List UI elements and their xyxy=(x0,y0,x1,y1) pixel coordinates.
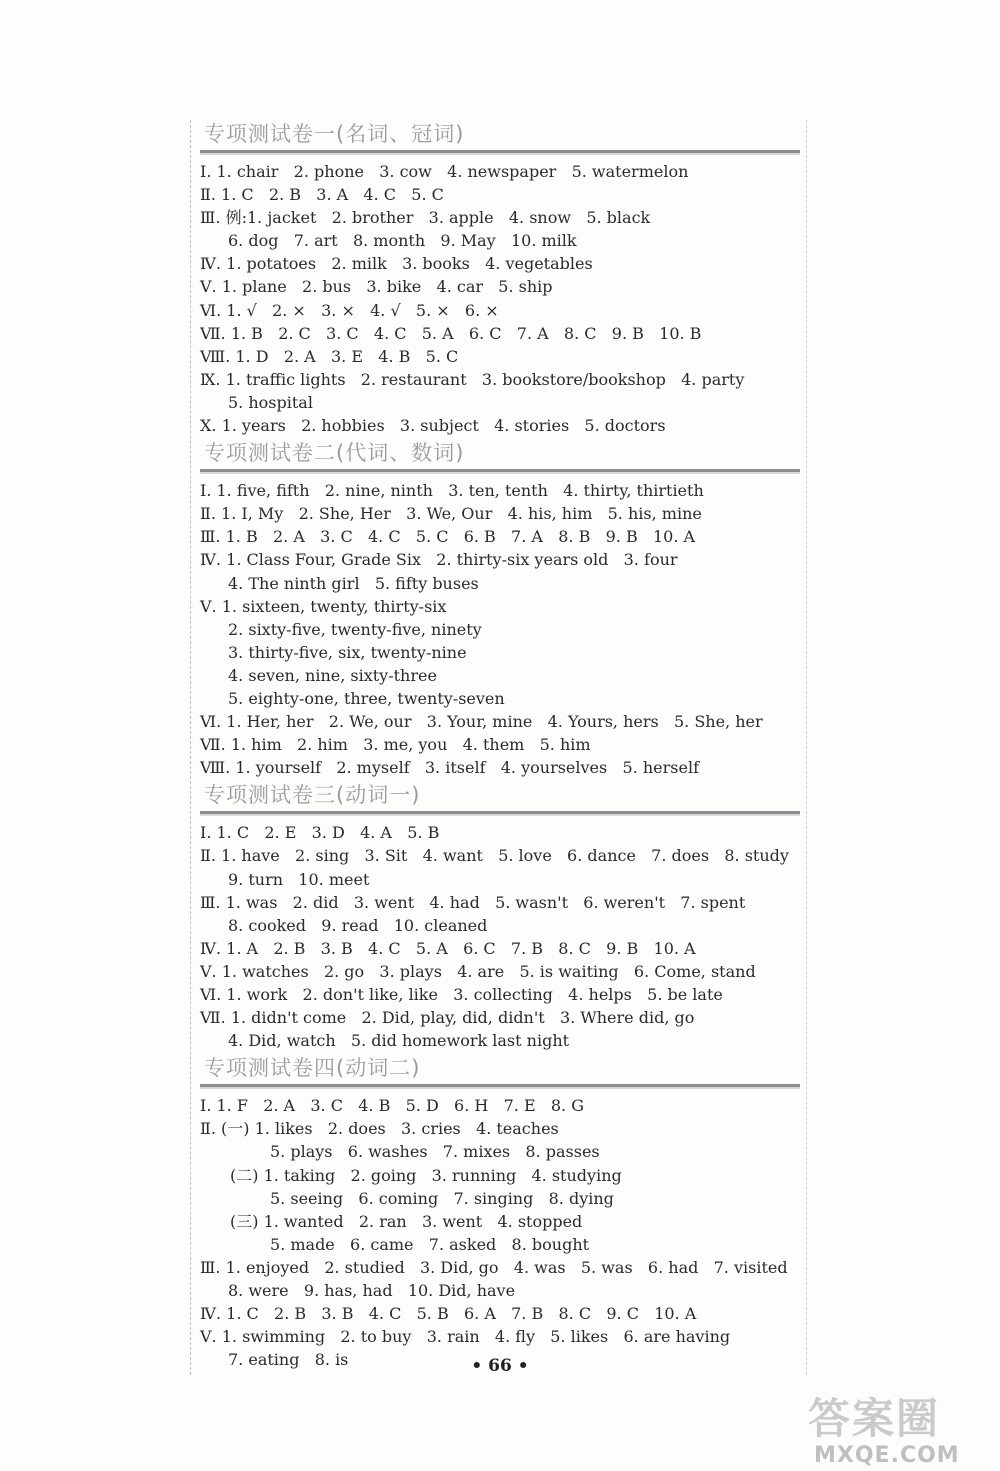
answer-content xyxy=(200,118,800,1371)
answer-line: Ⅰ. 1. five, fifth 2. nine, ninth 3. ten, tenth 4. thirty, thirtieth xyxy=(200,481,704,501)
section-header xyxy=(200,1052,800,1087)
answer-line: Ⅵ. 1. √ 2. × 3. × 4. √ 5. × 6. × xyxy=(200,300,499,320)
answer-line: Ⅱ. 1. C 2. B 3. A 4. C 5. C xyxy=(200,185,444,205)
answer-line: 8. were 9. has, had 10. Did, have xyxy=(228,1281,516,1301)
left-margin-rule xyxy=(190,120,191,1375)
answer-line: Ⅴ. 1. watches 2. go 3. plays 4. are 5. is waiting 6. Come, stand xyxy=(200,961,756,981)
section-title: 专项测试卷二(代词、数词) xyxy=(204,441,465,466)
answer-line: 3. thirty-five, six, twenty-nine xyxy=(228,642,467,662)
answer-line: Ⅳ. 1. potatoes 2. milk 3. books 4. vegetables xyxy=(200,254,593,274)
answer-line: Ⅰ. 1. C 2. E 3. D 4. A 5. B xyxy=(200,823,440,843)
answer-line: Ⅶ. 1. B 2. C 3. C 4. C 5. A 6. C 7. A 8. C 9. B 10. B xyxy=(200,323,702,343)
answer-line: Ⅴ. 1. sixteen, twenty, thirty-six xyxy=(200,596,447,616)
answer-line: (二) 1. taking 2. going 3. running 4. studying xyxy=(230,1165,622,1185)
answer-line: Ⅴ. 1. swimming 2. to buy 3. rain 4. fly 5. likes 6. are having xyxy=(200,1327,731,1347)
answer-line: 7. eating 8. is xyxy=(228,1350,349,1370)
answer-line: Ⅰ. 1. chair 2. phone 3. cow 4. newspaper 5. watermelon xyxy=(200,162,689,181)
answer-line: Ⅴ. 1. plane 2. bus 3. bike 4. car 5. ship xyxy=(200,277,553,297)
answer-line: Ⅲ. 例:1. jacket 2. brother 3. apple 4. snow 5. black xyxy=(200,208,651,228)
answer-line: 5. hospital xyxy=(228,392,313,412)
answer-line: 6. dog 7. art 8. month 9. May 10. milk xyxy=(228,231,577,251)
watermark-logo: 答案圈 xyxy=(808,1394,941,1443)
answer-line: Ⅹ. 1. years 2. hobbies 3. subject 4. stories 5. doctors xyxy=(200,416,666,436)
section-header xyxy=(200,779,800,814)
answer-line: 5. seeing 6. coming 7. singing 8. dying xyxy=(270,1188,614,1208)
answer-line: (三) 1. wanted 2. ran 3. went 4. stopped xyxy=(230,1211,583,1231)
answer-line: 5. eighty-one, three, twenty-seven xyxy=(228,688,505,708)
answer-line: 8. cooked 9. read 10. cleaned xyxy=(228,915,488,935)
section-title: 专项测试卷三(动词一) xyxy=(204,783,421,808)
answer-section xyxy=(200,779,800,1052)
answer-line: 9. turn 10. meet xyxy=(228,869,370,889)
answer-line: Ⅳ. 1. C 2. B 3. B 4. C 5. B 6. A 7. B 8. C 9. C 10. A xyxy=(200,1304,697,1324)
answer-line: Ⅶ. 1. him 2. him 3. me, you 4. them 5. him xyxy=(200,735,591,755)
answer-line: 5. plays 6. washes 7. mixes 8. passes xyxy=(270,1142,600,1162)
answer-line: Ⅱ. (一) 1. likes 2. does 3. cries 4. teaches xyxy=(200,1119,559,1139)
answer-line: 2. sixty-five, twenty-five, ninety xyxy=(228,619,482,639)
answer-line: 5. made 6. came 7. asked 8. bought xyxy=(270,1234,590,1254)
right-margin-rule xyxy=(806,120,807,1375)
answer-line: Ⅷ. 1. D 2. A 3. E 4. B 5. C xyxy=(200,346,459,366)
answer-line: Ⅲ. 1. was 2. did 3. went 4. had 5. wasn't 6. weren't 7. spent xyxy=(200,892,746,912)
answer-line: Ⅳ. 1. Class Four, Grade Six 2. thirty-six years old 3. four xyxy=(200,550,678,570)
section-header xyxy=(200,437,800,472)
answer-line: 4. The ninth girl 5. fifty buses xyxy=(228,573,479,593)
answer-line: Ⅷ. 1. yourself 2. myself 3. itself 4. yourselves 5. herself xyxy=(200,758,699,778)
answer-line: Ⅸ. 1. traffic lights 2. restaurant 3. bookstore/bookshop 4. party xyxy=(200,369,745,389)
section-title: 专项测试卷四(动词二) xyxy=(204,1056,421,1081)
answer-line: 4. Did, watch 5. did homework last night xyxy=(228,1031,570,1051)
watermark xyxy=(808,1395,1000,1471)
answer-line: Ⅰ. 1. F 2. A 3. C 4. B 5. D 6. H 7. E 8. G xyxy=(200,1096,585,1116)
answer-line: Ⅵ. 1. work 2. don't like, like 3. collecting 4. helps 5. be late xyxy=(200,985,723,1004)
answer-line: Ⅶ. 1. didn't come 2. Did, play, did, didn't 3. Where did, go xyxy=(200,1008,695,1028)
answer-line: 4. seven, nine, sixty-three xyxy=(228,665,437,685)
answer-line: Ⅱ. 1. have 2. sing 3. Sit 4. want 5. love 6. dance 7. does 8. study xyxy=(200,846,789,866)
answer-line: Ⅲ. 1. B 2. A 3. C 4. C 5. C 6. B 7. A 8. B 9. B 10. A xyxy=(200,527,696,547)
answer-line: Ⅲ. 1. enjoyed 2. studied 3. Did, go 4. was 5. was 6. had 7. visited xyxy=(200,1257,788,1277)
answer-section xyxy=(200,118,800,437)
answer-section xyxy=(200,437,800,779)
answer-line: Ⅵ. 1. Her, her 2. We, our 3. Your, mine 4. Yours, hers 5. She, her xyxy=(200,712,763,732)
answer-line: Ⅱ. 1. I, My 2. She, Her 3. We, Our 4. his, him 5. his, mine xyxy=(200,504,702,524)
answer-section xyxy=(200,1052,800,1371)
answer-line: Ⅳ. 1. A 2. B 3. B 4. C 5. A 6. C 7. B 8. C 9. B 10. A xyxy=(200,938,696,958)
page-number: • 66 • xyxy=(471,1356,529,1376)
watermark-url: MXQE.COM xyxy=(814,1443,960,1468)
section-header xyxy=(200,118,800,153)
section-title: 专项测试卷一(名词、冠词) xyxy=(204,122,465,146)
